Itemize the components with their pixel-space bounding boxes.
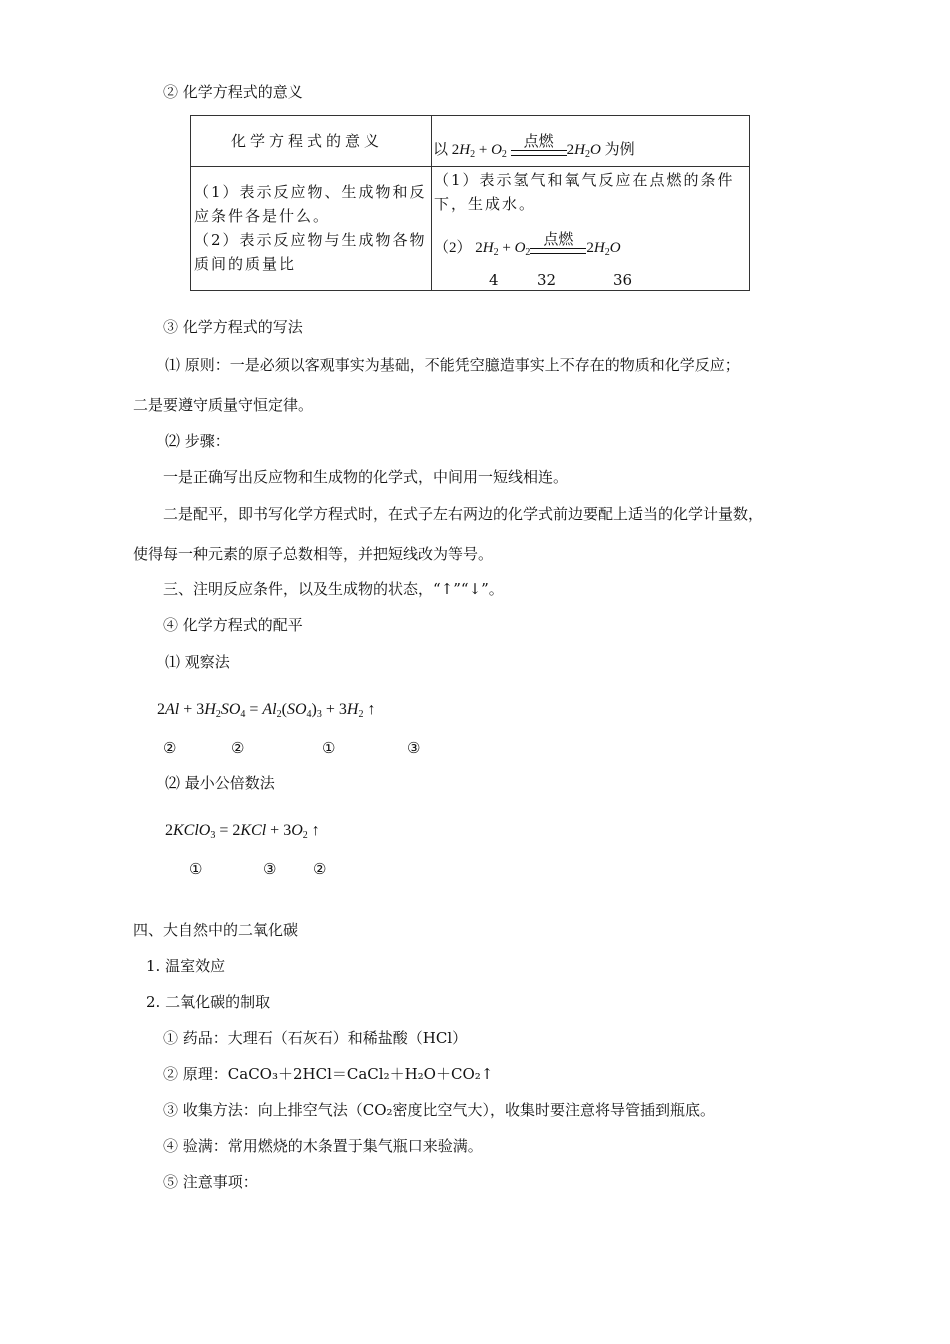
paragraph-steps: ⑵ 步骤： (165, 432, 230, 450)
table-cell-meaning-list: （1）表示反应物、生成物和反应条件各是什么。 （2）表示反应物与生成物各物质间的质量比 (194, 183, 427, 273)
prep-reagents: ① 药品：大理石（石灰石）和稀盐酸（HCl） (163, 1029, 468, 1047)
list-item-co2-preparation: 2. 二氧化碳的制取 (146, 993, 271, 1011)
section-title-balancing: ④ 化学方程式的配平 (163, 616, 303, 634)
coefficient-mark: ① (322, 739, 336, 757)
coefficient-mark: ② (163, 739, 177, 757)
method-lcm-title: ⑵ 最小公倍数法 (165, 774, 275, 792)
paragraph-step-1: 一是正确写出反应物和生成物的化学式，中间用一短线相连。 (163, 468, 569, 486)
mass-o2: 32 (537, 271, 557, 289)
section-title-meaning: ② 化学方程式的意义 (163, 83, 303, 101)
paragraph-step-3: 三、注明反应条件，以及生成物的状态，“↑”“↓”。 (163, 580, 504, 598)
equation-meaning-table (190, 115, 750, 291)
coefficient-mark: ③ (263, 860, 277, 878)
equation-observation: $2Al + 3H_2SO_4 = Al_2(SO_4)_3 + 3H_2$ ↑ (157, 701, 376, 720)
list-item-greenhouse: 1. 温室效应 (146, 957, 226, 975)
item-number: （2） (434, 240, 472, 256)
header-prefix: 以 (433, 142, 449, 158)
table-header-meaning: 化学方程式的意义 (231, 132, 384, 150)
paragraph-step-2: 二是配平，即书写化学方程式时，在式子左右两边的化学式前边要配上适当的化学计量数， (163, 505, 764, 523)
chapter-heading-co2: 四、大自然中的二氧化碳 (133, 921, 299, 939)
coefficient-mark: ② (313, 860, 327, 878)
paragraph-step-2-cont: 使得每一种元素的原子总数相等，并把短线改为等号。 (133, 545, 494, 563)
prep-principle: ② 原理：CaCO₃＋2HCl＝CaCl₂＋H₂O＋CO₂↑ (163, 1065, 494, 1083)
table-divider-vertical (431, 116, 432, 290)
header-suffix: 为例 (604, 142, 635, 158)
mass-h2: 4 (489, 271, 499, 289)
coefficient-mark: ② (231, 739, 245, 757)
prep-collection: ③ 收集方法：向上排空气法（CO₂密度比空气大），收集时要注意将导管插到瓶底。 (163, 1101, 716, 1119)
method-observation-title: ⑴ 观察法 (165, 653, 230, 671)
table-divider-horizontal (191, 166, 749, 167)
prep-notes: ⑤ 注意事项： (163, 1173, 258, 1191)
reaction-condition-arrow (530, 232, 586, 260)
condition-label: 点燃 (523, 134, 554, 150)
paragraph-principle-cont: 二是要遵守质量守恒定律。 (133, 396, 314, 414)
table-cell-equation: （2） $2H_2 + O_2$ 点燃 $2H_2O$ (434, 236, 621, 260)
section-title-writing: ③ 化学方程式的写法 (163, 318, 303, 336)
reaction-condition-arrow (511, 134, 567, 162)
equation-lcm: 2KClO$_3$ = $2KCl + 3O_2$ ↑ (165, 822, 320, 841)
coefficient-mark: ① (189, 860, 203, 878)
coefficient-mark: ③ (407, 739, 421, 757)
table-cell-meaning-1: （1）表示氢气和氧气反应在点燃的条件下，生成水。 (434, 171, 735, 213)
table-header-example: 以 $2H_2 + O_2$ 点燃 $2H_2O$ 为例 (433, 138, 635, 162)
paragraph-principle: ⑴ 原则：一是必须以客观事实为基础，不能凭空臆造事实上不存在的物质和化学反应； (165, 356, 740, 374)
condition-label: 点燃 (543, 232, 574, 248)
prep-verification: ④ 验满：常用燃烧的木条置于集气瓶口来验满。 (163, 1137, 483, 1155)
mass-h2o: 36 (613, 271, 633, 289)
